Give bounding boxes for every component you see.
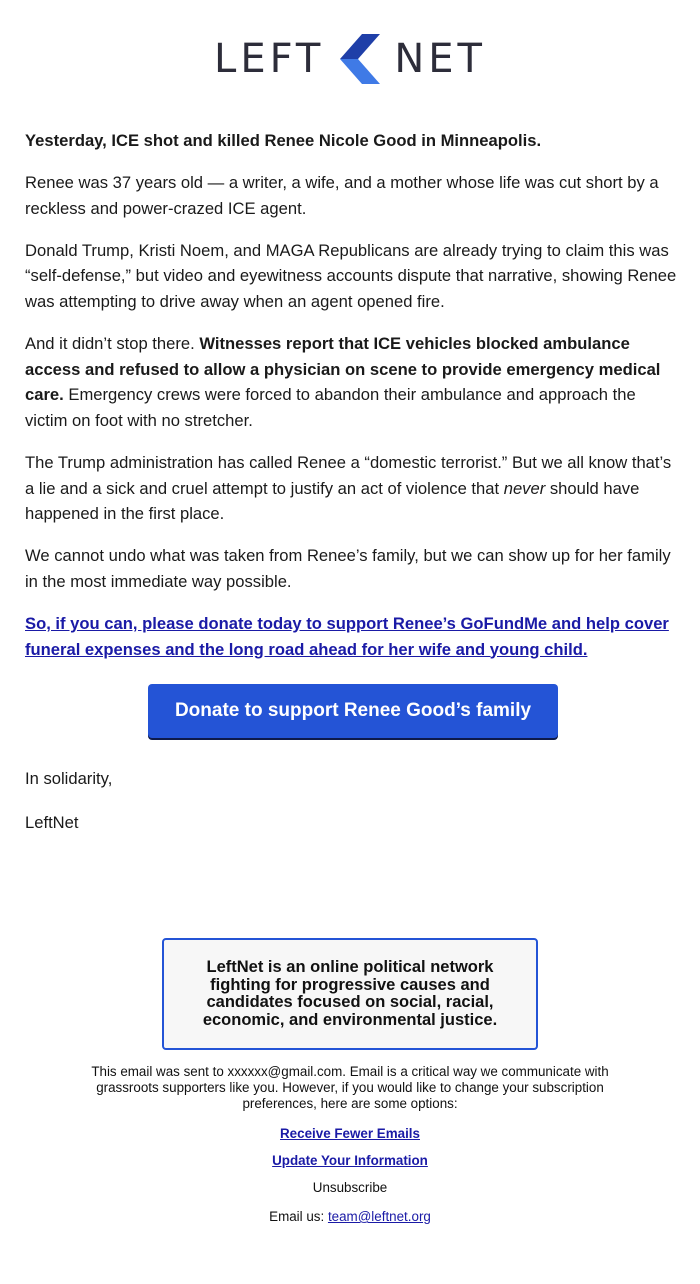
receive-fewer-emails-link[interactable]: Receive Fewer Emails — [280, 1126, 420, 1141]
leftnet-logo — [0, 34, 700, 84]
subscription-notice: This email was sent to xxxxxx@gmail.com. Email is a critical way we communicate with grassroots supporters like you. However, if you would like to change your subscription preferences, here are some options: — [91, 1064, 609, 1111]
paragraph-4 — [25, 450, 681, 527]
paragraph-4-start: The Trump administration has called Renee a “domestic terrorist.” But we all know that’s a lie and a sick and cruel attempt to justify an act of violence that — [25, 452, 672, 498]
unsubscribe-link[interactable]: Unsubscribe — [312, 1180, 388, 1195]
paragraph-4-emphasis: never — [503, 478, 546, 498]
logo-left-word: LEFT — [214, 36, 325, 82]
paragraph-3 — [25, 331, 681, 433]
email-us-label: Email us: — [269, 1209, 328, 1224]
email-body — [25, 128, 681, 853]
signature-text: LeftNet — [25, 812, 79, 832]
paragraph-2: Donald Trump, Kristi Noem, and MAGA Republicans are already trying to claim this was “self-defense,” but video and eyewitness accounts dispute that narrative, showing Renee was attempting to drive away when an agent opened fire. — [25, 240, 677, 311]
paragraph-3-intro: And it didn’t stop there. — [25, 334, 200, 354]
cta-paragraph — [25, 611, 681, 662]
email-us-line — [70, 1209, 630, 1225]
email-us-link[interactable]: team@leftnet.org — [327, 1209, 431, 1224]
donate-button[interactable]: Donate to support Renee Good’s family — [148, 684, 558, 738]
logo-right-word: NET — [394, 36, 486, 82]
closing-text: In solidarity, — [25, 769, 113, 789]
paragraph-1: Renee was 37 years old — a writer, a wife, and a mother whose life was cut short by a reckless and power-crazed ICE agent. — [25, 173, 659, 218]
lead-paragraph: Yesterday, ICE shot and killed Renee Nicole Good in Minneapolis. — [25, 131, 542, 150]
paragraph-4-end: should have happened in the first place. — [25, 478, 640, 524]
paragraph-5: We cannot undo what was taken from Renee’s family, but we can show up for her family in the most immediate way possible. — [25, 546, 671, 591]
about-text: LeftNet is an online political network fighting for progressive causes and candidates focused on social, racial, economic, and environmental justice. — [202, 958, 498, 1029]
about-box — [162, 938, 538, 1050]
donate-button-wrap — [25, 684, 681, 738]
email-footer — [70, 1064, 630, 1225]
paragraph-3-bold: Witnesses report that ICE vehicles blocked ambulance access and refused to allow a physician on scene to provide emergency medical care. — [25, 334, 661, 405]
update-information-link[interactable]: Update Your Information — [272, 1153, 428, 1168]
paragraph-3-rest: Emergency crews were forced to abandon their ambulance and approach the victim on foot with no stretcher. — [25, 385, 636, 430]
chevron-left-icon — [340, 34, 380, 84]
signoff — [25, 766, 681, 835]
donate-text-link[interactable]: So, if you can, please donate today to support Renee’s GoFundMe and help cover funeral expenses and the long road ahead for her wife and young child. — [25, 613, 669, 659]
